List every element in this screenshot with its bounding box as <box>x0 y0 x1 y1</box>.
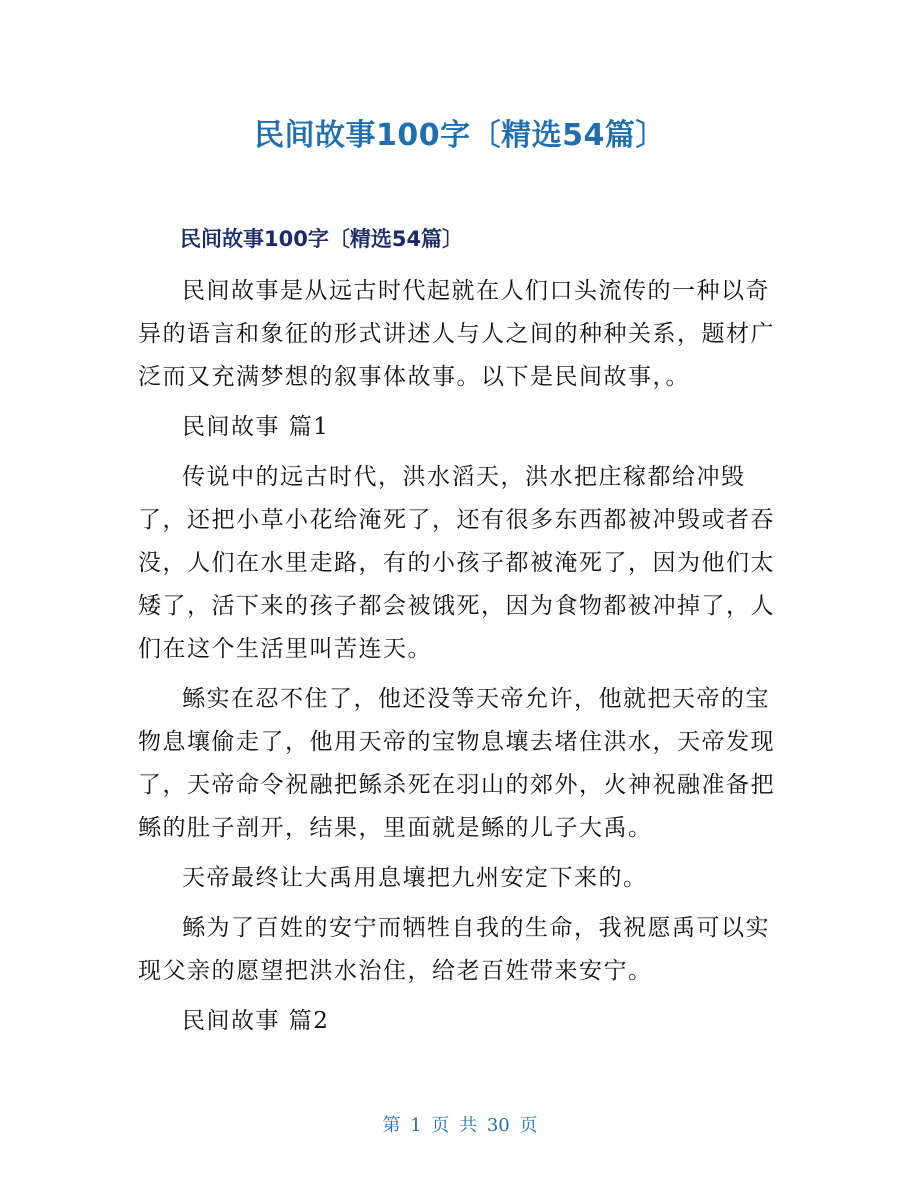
paragraph-intro: 民间故事是从远古时代起就在人们口头流传的一种以奇异的语言和象征的形式讲述人与人之间的种种关系，题材广泛而又充满梦想的叙事体故事。以下是民间故事，。 <box>138 278 775 390</box>
paragraph: 鲧为了百姓的安宁而牺牲自我的生命，我祝愿禹可以实现父亲的愿望把洪水治住，给老百姓带来安宁。 <box>138 915 770 984</box>
paragraph: 天帝最终让大禹用息壤把九州安定下来的。 <box>182 865 648 891</box>
story-heading-2: 民间故事 篇2 <box>182 1008 330 1034</box>
body-text <box>138 270 788 1050</box>
section-heading: 民间故事100字〔精选54篇〕 <box>180 227 464 251</box>
page-title: 民间故事100字〔精选54篇〕 <box>254 118 666 153</box>
story-heading-1: 民间故事 篇1 <box>182 414 330 440</box>
page-number: 第 1 页 共 30 页 <box>382 1115 538 1136</box>
paragraph: 鲧实在忍不住了，他还没等天帝允许，他就把天帝的宝物息壤偷走了，他用天帝的宝物息壤去堵住洪水，天帝发现了，天帝命令祝融把鲧杀死在羽山的郊外，火神祝融准备把鲧的肚子剖开，结果，里面就是鲧的儿子大禹。 <box>138 686 775 841</box>
paragraph: 传说中的远古时代，洪水滔天，洪水把庄稼都给冲毁了，还把小草小花给淹死了，还有很多东西都被冲毁或者吞没，人们在水里走路，有的小孩子都被淹死了，因为他们太矮了，活下来的孩子都会被饿死，因为食物都被冲掉了，人们在这个生活里叫苦连天。 <box>138 464 775 662</box>
